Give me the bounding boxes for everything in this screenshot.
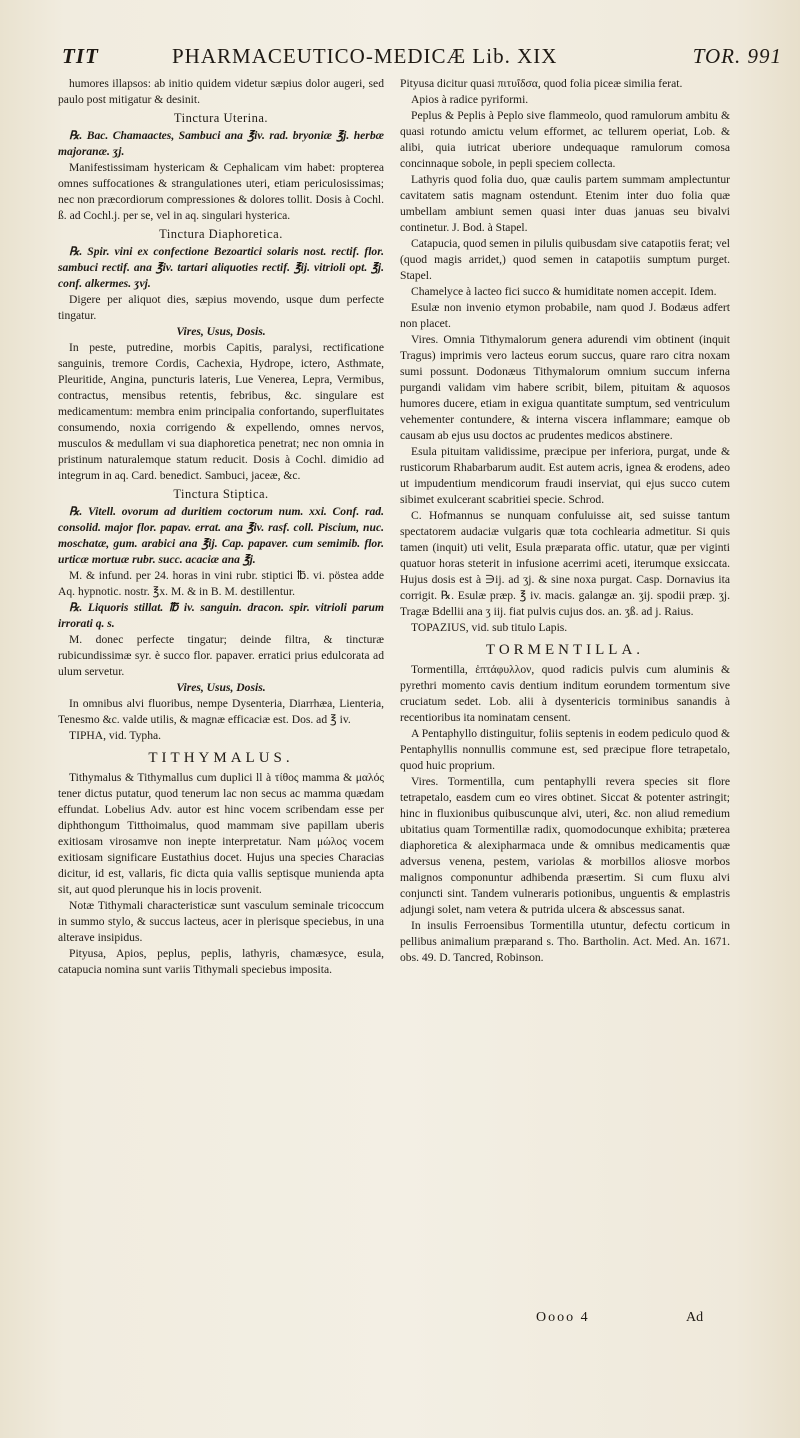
body-paragraph: Digere per aliquot dies, sæpius movendo, usque dum perfecte tingatur. [58, 293, 384, 322]
body-paragraph: Lathyris quod folia duo, quæ caulis partem summam amplectuntur cavitatem satis magnam ostendunt. Etenim inter duo folia quæ umbellam ambiunt semen quasi inter duas januas seu bivalvi continetur. J. Bod. à Stapel. [400, 173, 730, 234]
body-paragraph: Peplus & Peplis à Peplo sive flammeolo, quod ramulorum ambitu & quasi rotundo amictu velum efformet, ac tellurem operiat, Lob. & alibi, quia iutricat uberiore undequaque ramulorum comosa concinnaque sobole, in pepli speciem collecta. [400, 109, 730, 170]
body-paragraph: In peste, putredine, morbis Capitis, paralysi, rectificatione sanguinis, tremore Cordis, Cachexia, Hydrope, ictero, Asthmate, Pleuritide, Angina, puncturis lateris, Lue Venerea, Lepra, Vermibus, contractus, mensibus retentis, febribus, &c. singulare est medicamentum: membra enim principalia confortando, superfluitates consumendo, noxia corrigendo & expellendo, omnes nervos, musculos & medullam vi sua diaphoretica penetrat; nec non omnia in pristinum naturalemque statum reducit. Dosis à Cochl. dimidio ad integrum in aq. Card. benedict. Sambuci, jaceæ, &c. [58, 341, 384, 482]
body-paragraph: Vires. Tormentilla, cum pentaphylli revera species sit flore tetrapetalo, easdem cum eo vires obtinet. Siccat & potenter astringit; hinc in fluxionibus quibuscunque alvi, uteri, &c. non aliud remedium ubitatius quam Tormentillæ radix, quomodocunque exhibita; præterea diaphoretica & alexipharmaca unde & omnibus medicamentis quæ adversus venena, pestem, variolas & morbillos aliosve morbos malignos componuntur adhibenda præsertim. Si cum fluxu alvi conjuncti sint. Tandem vulneraris potionibus, unguentis & emplastris adjungi solet, nam vetera & putrida ulcera & abscessus sanat. [400, 775, 730, 916]
body-paragraph: M. donec perfecte tingatur; deinde filtra, & tincturæ rubicundissimæ syr. è succo flor. papaver. erratici prius edulcorata ad ulum servetur. [58, 633, 384, 678]
body-paragraph: Esula pituitam validissime, præcipue per inferiora, purgat, unde & rusticorum Rhabarbarum audit. Est autem acris, ignea & erodens, adeo ut impudentium mendicorum fraudi inserviat, qui ejus succo cutem sibimet exulcerant scabritiei specie. Schrod. [400, 445, 730, 506]
body-paragraph: Manifestissimam hystericam & Cephalicam vim habet: propterea omnes suffocationes & strangulationes uteri, etiam periculosissimas; nec non præcordiorum compressiones & dolores tollit. Dosis à Cochl. ß. ad Cochl.j. per se, vel in aq. singulari hysterica. [58, 161, 384, 222]
body-paragraph: C. Hofmannus se nunquam confuluisse ait, sed suisse tantum spectatorem audaciæ vulgaris quæ tota cochlearia admetitur. Si quis tamen (inquit) uti velit, Esula præparata offic. utatur, quæ per viginti quatuor horas steterit in infusione acerrimi aceti, iterumque exsiccata. Hujus dosis est à ∋ij. ad ʒj. & sine noxa purgat. Casp. Dornavius ita corrigit. ℞. Esulæ præp. ℥ iv. macis. galangæ an. ʒij. spodii præp. ʒj. Tragæ Bdellii ana ʒ iij. fiat pulvis cujus dos. an. ʒß. ad j. Raius. [400, 509, 730, 618]
section-heading: TORMENTILLA. [485, 642, 645, 658]
body-paragraph: In insulis Ferroensibus Tormentilla utuntur, defectu corticum in pellibus animalium præparand s. Tho. Bartholin. Act. Med. An. 1671. obs. 49. D. Tancred, Robinson. [400, 919, 730, 964]
body-paragraph: Apios à radice pyriformi. [411, 93, 529, 106]
body-paragraph: In omnibus alvi fluoribus, nempe Dysenteria, Diarrhæa, Lienteria, Tenesmo &c. valde utilis, & magnæ efficaciæ est. Dos. ad ℥ iv. [58, 697, 384, 726]
body-paragraph: Esulæ non invenio etymon probabile, nam quod J. Bodæus adfert non placet. [400, 301, 730, 330]
left-column [58, 76, 384, 978]
section-heading: Tinctura Diaphoretica. [159, 227, 283, 241]
body-paragraph: Chamelyce à lacteo fici succo & humiditate nomen accepit. Idem. [411, 285, 717, 298]
body-paragraph: Tormentilla, ἑπτάφυλλον, quod radicis pulvis cum aluminis & pyrethri momento cavis dentium inditum eorundem tormentum sive cruciatum sedet. Lob. alii à dysentericis torminibus sanandis à recentioribus ita nominatam censent. [400, 663, 730, 724]
body-paragraph: Catapucia, quod semen in pilulis quibusdam sive catapotiis ferat; vel (quod magis arridet,) quod semen in catapotiis sumptum purget. Stapel. [400, 237, 730, 282]
recipe-paragraph: ℞. Spir. vini ex confectione Bezoartici solaris nost. rectif. flor. sambuci rectif. ana ℥iv. tartari aliquoties rectif. ℥ij. vitrioli opt. ℥j. conf. alkermes. ʒvj. [58, 245, 384, 290]
recipe-paragraph: ℞. Bac. Chamaactes, Sambuci ana ℥iv. rad. bryoniæ ℥j. herbæ majoranæ. ʒj. [58, 129, 384, 158]
body-paragraph: Pityusa, Apios, peplus, peplis, lathyris, chamæsyce, esula, catapucia nomina sunt variis Tithymali speciebus imposita. [58, 947, 384, 976]
body-paragraph: Notæ Tithymali characteristicæ sunt vasculum seminale tricoccum in summo stylo, & succus lacteus, acer in plerisque speciebus, in una alterave insipidus. [58, 899, 384, 944]
section-heading: Vires, Usus, Dosis. [176, 681, 266, 694]
signature-mark: Oooo 4 [536, 1310, 590, 1325]
body-paragraph: A Pentaphyllo distinguitur, foliis septenis in eodem pediculo quod & Pentaphyllis nonnullis commune est, sed præcipue flore tetrapetalo, quod huic proprium. [400, 727, 730, 772]
running-header [62, 44, 782, 72]
recipe-paragraph: ℞. Liquoris stillat. ℔ iv. sanguin. dracon. spir. vitrioli parum irrorati q. s. [58, 601, 384, 630]
body-paragraph: humores illapsos: ab initio quidem videtur sæpius dolor augeri, sed paulo post mitigatur & desinit. [58, 77, 384, 106]
body-paragraph: M. & infund. per 24. horas in vini rubr. stiptici ℔. vi. pöstea adde Aq. hypnotic. nostr. ℥x. M. & in B. M. destillentur. [58, 569, 384, 598]
body-paragraph: TIPHA, vid. Typha. [69, 729, 162, 742]
body-paragraph: TOPAZIUS, vid. sub titulo Lapis. [411, 621, 568, 634]
body-paragraph: Vires. Omnia Tithymalorum genera adurendi vim obtinent (inquit Tragus) imprimis vero lacteus eorum succus, quare raro citra noxam sumi possunt. Dodonæus Tithymalorum omnium succum inferna purgandi validam vim habere scribit, bilem, pituitam & aquosos humores ducere, etiam in exigua quantitate sumptum, sed ventriculum vehementer contundere, & interna viscera inflammare; eamque ob causam ab ejus usu doctos ac prudentes medicos abstinere. [400, 333, 730, 442]
header-title: PHARMACEUTICO-MEDICÆ Lib. XIX [172, 44, 558, 68]
header-page-number: TOR. 991 [692, 44, 782, 68]
recipe-paragraph: ℞. Vitell. ovorum ad duritiem coctorum num. xxi. Conf. rad. consolid. major flor. papav. errat. ana ℥iv. rasf. coll. Piscium, nuc. moschatæ, gum. arabici ana ℥ij. Cap. papaver. cum semimib. flor. urticæ mortuæ rubr. succ. acaciæ ana ℥j. [58, 505, 384, 566]
section-heading: Tinctura Uterina. [173, 111, 269, 125]
right-column [400, 76, 730, 966]
section-heading: TITHYMALUS. [148, 750, 294, 766]
body-paragraph: Pityusa dicitur quasi πιτυΐδσα, quod folia piceæ similia ferat. [400, 77, 683, 90]
catchword: Ad [686, 1310, 704, 1325]
section-heading: Tinctura Stiptica. [173, 487, 269, 501]
body-paragraph: Tithymalus & Tithymallus cum duplici ll à τίθος mamma & μαλός tener dictus putatur, quod tenerum lac non secus ac mamma quædam effundat. Lobelius Adv. autor est hinc vocem scribendam esse per diphthongum Titthoimalus, quod mammam sive papillam uberis exitiosam virosamve non inepte interpretatur. Nam μώλος vocem exitiosam significare Eustathius docet. Hujus una species Characias dicitur, id est, vallaris, fic dicta quia vallis septisque munienda apta sit, aut quod plerunque his in locis provenit. [58, 771, 384, 896]
header-left: TIT [62, 44, 99, 68]
section-heading: Vires, Usus, Dosis. [176, 325, 266, 338]
